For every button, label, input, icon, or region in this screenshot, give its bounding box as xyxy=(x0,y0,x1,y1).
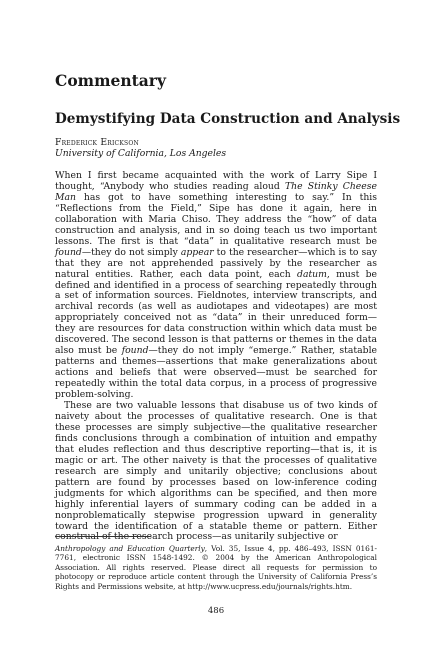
author-name: Frederick Erickson xyxy=(55,137,139,148)
italic-text-run: appear xyxy=(180,246,214,258)
article-title: Demystifying Data Construction and Analysis xyxy=(55,111,401,127)
italic-text-run: found xyxy=(55,246,82,258)
text-run: to the researcher—which is to say that they are not apprehended passively by the researcher as natural entities. Rather, each data point, each xyxy=(55,246,377,280)
text-run: has got to have something interesting to say.” In this “Reflections from the Field,” Sipe has done it again, here in collaboration with Maria Chiso. They address the “how” of data construction and analysis, and in so doing teach us two important lessons. The first is that “data” in qualitative research must be xyxy=(55,191,377,247)
text-run: These are two valuable lessons that disabuse us of two kinds of naivety about the processes of qualitative research. One is that these processes are simply subjective—the qualitative researcher finds conclusions through a combination of intuition and empathy that eludes reflection and thus descriptive reporting—that is, it is magic or art. The other naivety is that the processes of qualitative research are simply and unitarily objective; conclusions about pattern are found by processes based on low-inference coding judgments for which algorithms can be specified, and then more highly inferential layers of summary coding can be added in a nonproblematically stepwise progression upward in generality toward the identification of a statable theme or pattern. Either construal of the research process—as unitarily subjective or xyxy=(55,400,377,543)
author-affiliation: University of California, Los Angeles xyxy=(55,148,227,159)
article-body xyxy=(55,171,377,543)
text-run: —they do not imply “emerge.” Rather, statable patterns and themes—assertions that make generalizations about actions and beliefs that were observed—must be searched for repeatedly within the total data corpus, in a process of progressive problem-solving. xyxy=(55,345,377,401)
italic-text-run: found xyxy=(121,345,149,357)
text-run: —they do not simply xyxy=(81,246,181,258)
footnote-divider xyxy=(55,536,151,537)
italic-text-run: datum xyxy=(297,268,327,280)
section-label: Commentary xyxy=(55,71,166,90)
italic-text-run: The Stinky Cheese Man xyxy=(55,180,377,203)
text-run: , Vol. 35, Issue 4, pp. 486–493, ISSN 0161-7761, electronic ISSN 1548-1492. © 2004 by the American Anthropological Association. All rights reserved. Please direct all requests for permission to photocopy or reproduce article content through the University of California Press’s Rights and Permissions website, at http://www.ucpress.edu/journals/rights.htm. xyxy=(55,544,377,591)
text-run: When I first became acquainted with the work of Larry Sipe I thought, “Anybody who studies reading aloud xyxy=(55,170,377,192)
text-run: , must be defined and identified in a process of searching repeatedly through a set of information sources. Fieldnotes, interview transcripts, and archival records (as well as audiotapes and videotapes) are most appropriately conceived not as “data” in their unreduced form—they are resources for data construction within which data must be discovered. The second lesson is that patterns or themes in the data also must be xyxy=(55,268,377,357)
publication-footnote xyxy=(55,544,377,591)
page-number: 486 xyxy=(207,606,225,616)
body-paragraph xyxy=(55,171,377,401)
italic-text-run: Anthropology and Education Quarterly xyxy=(55,544,205,553)
body-paragraph xyxy=(55,401,377,543)
